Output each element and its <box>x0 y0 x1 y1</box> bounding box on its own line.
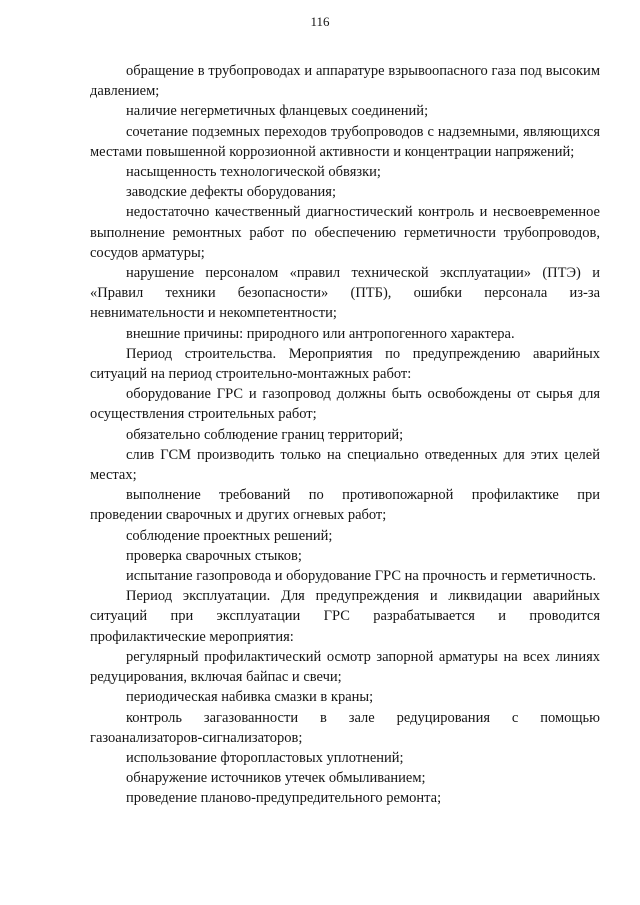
page-number: 116 <box>310 14 330 29</box>
paragraph: сочетание подземных переходов трубопроводов с надземными, являющихся местами повышенной коррозионной активности и концентрации напряжений; <box>90 123 600 160</box>
paragraph: Период строительства. Мероприятия по предупреждению аварийных ситуаций на период строительно-монтажных работ: <box>90 345 600 383</box>
paragraph: обращение в трубопроводах и аппаратуре взрывоопасного газа под высоким давлением; <box>90 63 600 100</box>
paragraph: регулярный профилактический осмотр запорной арматуры на всех линиях редуцирования, включая байпас и свечи; <box>90 648 600 686</box>
paragraph: нарушение персоналом «правил технической эксплуатации» (ПТЭ) и «Правил техники безопасности» (ПТБ), ошибки персонала из-за невнимательности и некомпетентности; <box>90 265 600 322</box>
paragraph: обнаружение источников утечек обмыливанием; <box>126 770 426 787</box>
paragraph: проверка сварочных стыков; <box>126 547 302 564</box>
paragraph: Период эксплуатации. Для предупреждения и ликвидации аварийных ситуаций при эксплуатации ГРС разрабатывается и проводится профилактические мероприятия: <box>90 588 600 645</box>
paragraph: насыщенность технологической обвязки; <box>126 164 381 181</box>
paragraph: обязательно соблюдение границ территорий; <box>126 426 404 443</box>
paragraph: периодическая набивка смазки в краны; <box>126 689 374 706</box>
paragraph: оборудование ГРС и газопровод должны быть освобождены от сырья для осуществления строительных работ; <box>90 386 600 423</box>
paragraph: проведение планово-предупредительного ремонта; <box>126 790 442 807</box>
paragraph: наличие негерметичных фланцевых соединений; <box>126 103 429 120</box>
paragraph: заводские дефекты оборудования; <box>126 184 337 201</box>
paragraph: недостаточно качественный диагностический контроль и несвоевременное выполнение ремонтных работ по обеспечению герметичности трубопроводов, сосудов арматуры; <box>90 204 600 261</box>
paragraph: слив ГСМ производить только на специально отведенных для этих целей местах; <box>90 446 600 484</box>
paragraph: контроль загазованности в зале редуцирования с помощью газоанализаторов-сигнализаторов; <box>90 709 600 746</box>
document-body <box>90 61 600 809</box>
paragraph: испытание газопровода и оборудование ГРС на прочность и герметичность. <box>126 568 597 585</box>
paragraph: использование фторопластовых уплотнений; <box>126 749 404 766</box>
paragraph: выполнение требований по противопожарной профилактике при проведении сварочных и других огневых работ; <box>90 487 600 524</box>
paragraph: внешние причины: природного или антропогенного характера. <box>126 325 515 342</box>
paragraph: соблюдение проектных решений; <box>126 527 333 544</box>
